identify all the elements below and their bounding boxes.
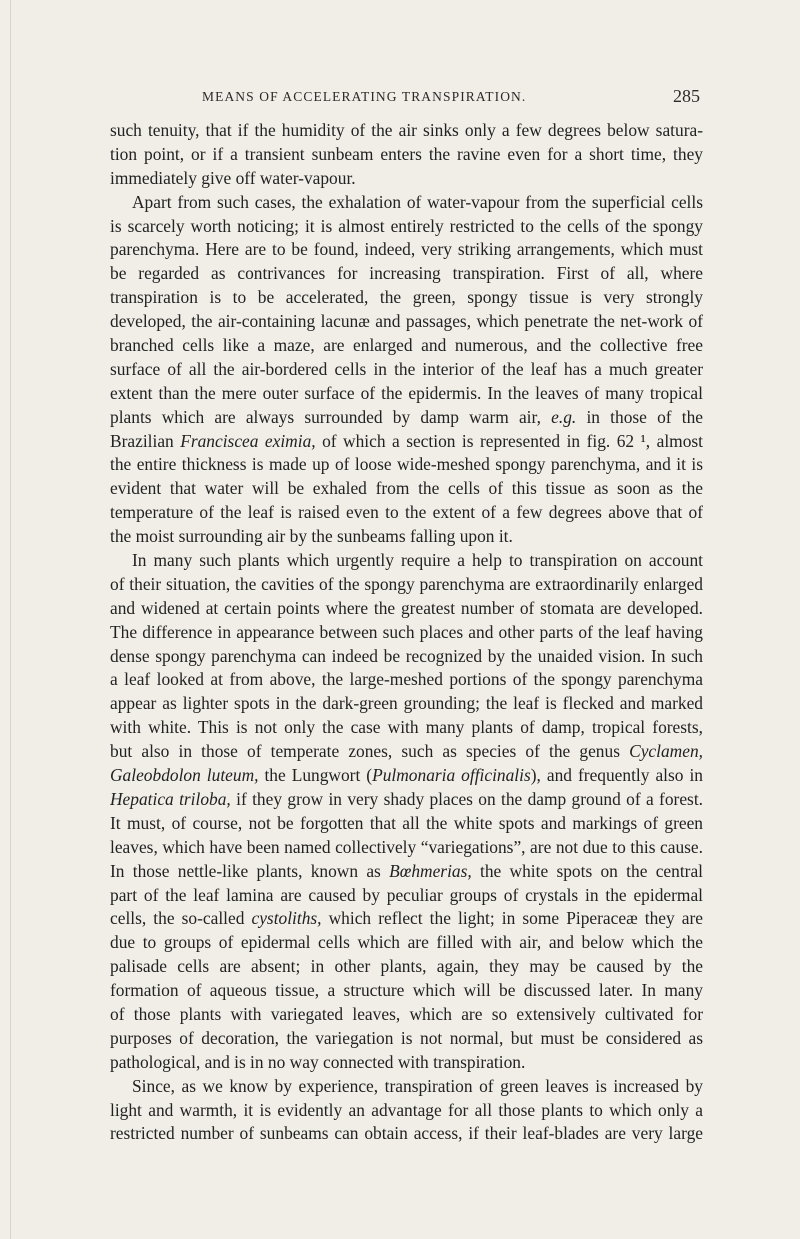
text-segment: It must, of course, not be forgotten that all the white spots and markings of green <box>110 812 703 833</box>
text-line <box>110 477 703 501</box>
text-segment: cells, the so-called <box>110 908 252 929</box>
text-segment: tion point, or if a transient sunbeam enters the ravine even for a short time, they <box>110 143 703 164</box>
text-segment: the white spots on the central <box>471 860 703 881</box>
italic-term: Pulmonaria officinalis <box>372 765 531 786</box>
text-segment: appear as lighter spots in the dark-green grounding; the leaf is flecked and marked <box>110 693 703 714</box>
text-line <box>110 406 703 430</box>
text-segment: in those of the <box>576 406 703 427</box>
text-segment: a leaf looked at from above, the large-meshed portions of the spongy parenchyma <box>110 669 703 690</box>
text-segment: The difference in appearance between such places and other parts of the leaf having <box>110 621 703 642</box>
page-edge-line <box>10 0 11 1239</box>
text-segment: temperature of the leaf is raised even to the extent of a few degrees above that of <box>110 502 703 523</box>
text-line <box>110 860 703 884</box>
text-segment: pathological, and is in no way connected with transpiration. <box>110 1051 526 1072</box>
text-segment: light and warmth, it is evidently an advantage for all those plants to which only a <box>110 1099 703 1120</box>
text-segment: such tenuity, that if the humidity of the air sinks only a few degrees below satura- <box>110 120 703 140</box>
text-segment: branched cells like a maze, are enlarged and numerous, and the collective free <box>110 335 703 356</box>
italic-term: Franciscea eximia, <box>180 430 316 451</box>
text-line <box>110 692 703 716</box>
text-segment: ), and frequently also in <box>530 765 703 786</box>
text-segment: is scarcely worth noticing; it is almost entirely restricted to the cells of the spongy <box>110 215 703 236</box>
text-line <box>110 1003 703 1027</box>
running-head <box>110 86 700 110</box>
text-segment: be regarded as contrivances for increasing transpiration. First of all, where <box>110 263 703 284</box>
text-line <box>110 358 703 382</box>
text-line <box>110 764 703 788</box>
text-segment: with white. This is not only the case with many plants of damp, tropical forests, <box>110 717 703 738</box>
text-line <box>110 119 703 143</box>
text-line <box>110 645 703 669</box>
text-line <box>110 262 703 286</box>
text-segment: Brazilian <box>110 430 181 451</box>
text-segment: but also in those of temperate zones, such as species of the genus <box>110 741 630 762</box>
text-segment: palisade cells are absent; in other plants, again, they may be caused by the <box>110 956 703 977</box>
text-line <box>110 334 703 358</box>
text-line <box>110 597 703 621</box>
text-segment: immediately give off water-vapour. <box>110 167 356 188</box>
text-segment: surface of all the air-bordered cells in the interior of the leaf has a much greater <box>110 358 703 379</box>
text-segment: plants which are always surrounded by damp warm air, <box>110 406 552 427</box>
text-line <box>110 430 703 454</box>
text-segment: of their situation, the cavities of the spongy parenchyma are extraordinarily enlarged <box>110 573 703 594</box>
text-line <box>110 215 703 239</box>
italic-term: Cyclamen, <box>629 741 703 762</box>
text-line <box>110 167 703 191</box>
text-line <box>110 812 703 836</box>
text-line <box>110 143 703 167</box>
text-segment: the moist surrounding air by the sunbeams falling upon it. <box>110 526 513 547</box>
running-head-title: MEANS OF ACCELERATING TRANSPIRATION. <box>202 89 527 104</box>
text-line <box>110 1099 703 1123</box>
text-line <box>110 501 703 525</box>
text-segment: restricted number of sunbeams can obtain access, if their leaf-blades are very large <box>110 1123 703 1144</box>
text-line <box>110 668 703 692</box>
text-segment: due to groups of epidermal cells which are filled with air, and below which the <box>110 932 703 953</box>
text-line <box>110 286 703 310</box>
text-line <box>110 191 703 215</box>
text-segment: and widened at certain points where the greatest number of stomata are developed. <box>110 597 703 618</box>
text-line <box>110 716 703 740</box>
text-segment: transpiration is to be accelerated, the green, spongy tissue is very strongly <box>110 287 703 308</box>
text-line <box>110 836 703 860</box>
text-segment: if they grow in very shady places on the damp ground of a forest. <box>230 788 703 809</box>
text-segment: part of the leaf lamina are caused by peculiar groups of crystals in the epidermal <box>110 884 703 905</box>
text-line <box>110 573 703 597</box>
text-segment: extent than the mere outer surface of the epidermis. In the leaves of many tropical <box>110 382 703 403</box>
text-line <box>110 1075 703 1099</box>
text-segment: In those nettle-like plants, known as <box>110 860 390 881</box>
text-line <box>110 907 703 931</box>
body-text <box>110 119 703 1146</box>
text-segment: the Lungwort ( <box>258 765 373 786</box>
text-line <box>110 1027 703 1051</box>
text-segment: developed, the air-containing lacunæ and passages, which penetrate the net-work of <box>110 311 703 332</box>
text-line <box>110 238 703 262</box>
text-segment: of those plants with variegated leaves, which are so extensively cultivated for <box>110 1003 703 1024</box>
text-segment: formation of aqueous tissue, a structure which will be discussed later. In many <box>110 980 703 1001</box>
text-segment: Since, as we know by experience, transpiration of green leaves is increased by <box>132 1075 703 1096</box>
text-segment: evident that water will be exhaled from the cells of this tissue as soon as the <box>110 478 703 499</box>
text-segment: In many such plants which urgently require a help to transpiration on account <box>132 550 703 571</box>
text-line <box>110 955 703 979</box>
text-line <box>110 788 703 812</box>
text-line <box>110 884 703 908</box>
text-segment: dense spongy parenchyma can indeed be recognized by the unaided vision. In such <box>110 645 703 666</box>
text-line <box>110 1051 703 1075</box>
italic-term: Bœhmerias, <box>389 860 472 881</box>
text-line <box>110 979 703 1003</box>
text-line <box>110 453 703 477</box>
italic-term: Hepatica triloba, <box>110 788 231 809</box>
text-line <box>110 310 703 334</box>
text-line <box>110 525 703 549</box>
text-segment: Apart from such cases, the exhalation of water-vapour from the superficial cells <box>132 191 703 212</box>
text-segment: which reflect the light; in some Piperaceæ they are <box>321 908 703 929</box>
text-segment: purposes of decoration, the variegation is not normal, but must be considered as <box>110 1027 703 1048</box>
italic-term: cystoliths, <box>251 908 322 929</box>
text-segment: leaves, which have been named collectively “variegations”, are not due to this cause. <box>110 836 703 857</box>
text-line <box>110 382 703 406</box>
italic-term: Galeobdolon luteum, <box>110 765 259 786</box>
italic-term: e.g. <box>551 406 577 427</box>
text-line <box>110 621 703 645</box>
text-line <box>110 549 703 573</box>
page-number: 285 <box>673 86 700 106</box>
text-segment: parenchyma. Here are to be found, indeed, very striking arrangements, which must <box>110 239 703 260</box>
text-segment: the entire thickness is made up of loose wide-meshed spongy parenchyma, and it is <box>110 454 703 475</box>
text-line <box>110 931 703 955</box>
text-segment: of which a section is represented in fig. 62 ¹, almost <box>315 430 703 451</box>
text-line <box>110 740 703 764</box>
text-line <box>110 1122 703 1146</box>
